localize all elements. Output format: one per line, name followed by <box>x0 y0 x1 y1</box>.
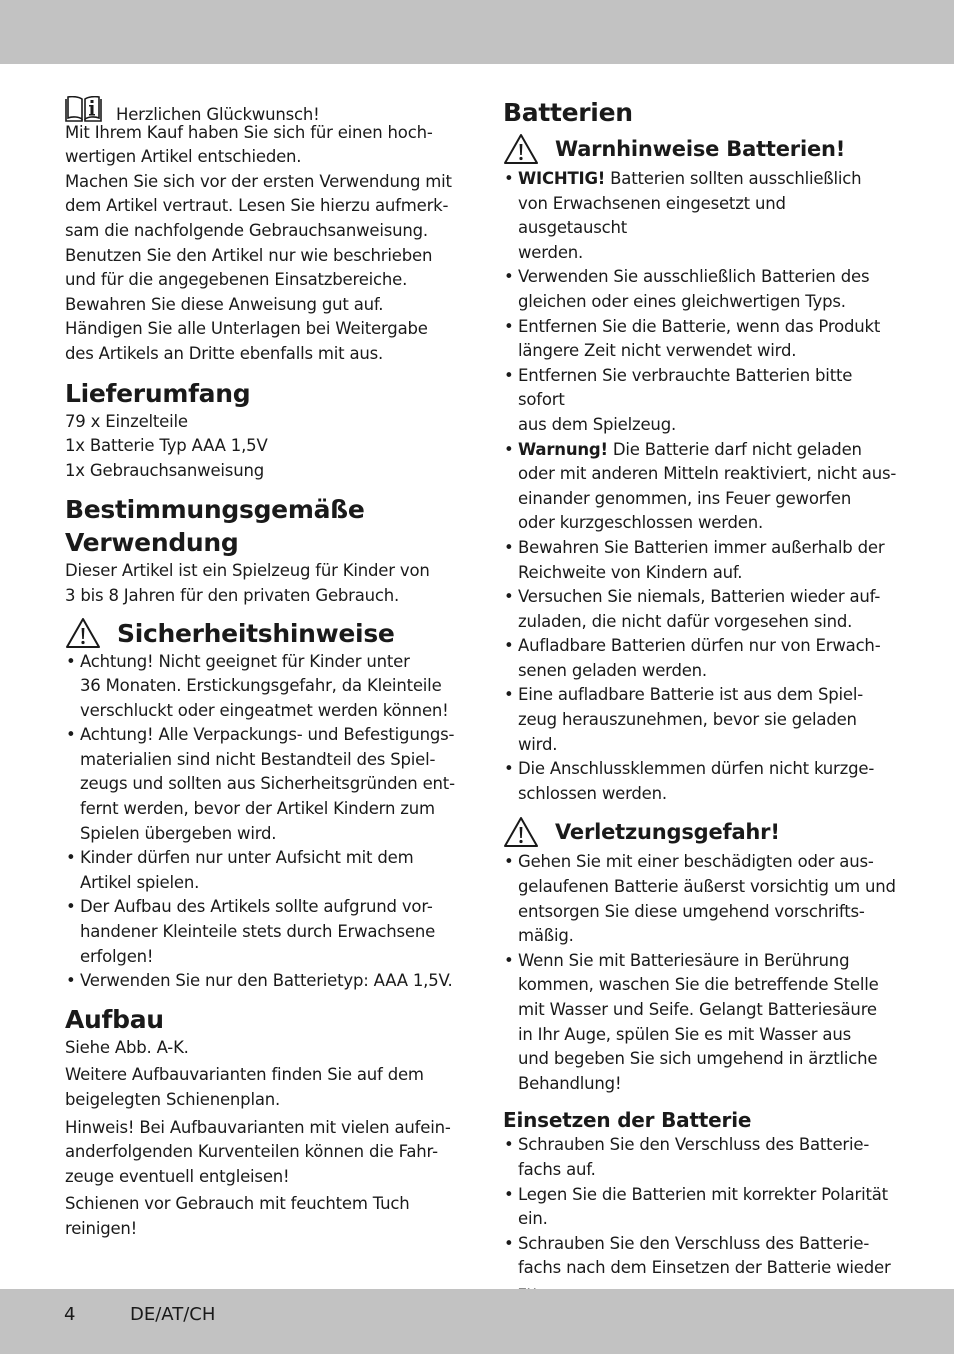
list-item <box>503 1133 898 1182</box>
intro-line: dem Artikel vertraut. Lesen Sie hierzu aufmerk- <box>65 196 449 216</box>
list-item <box>503 634 898 683</box>
list-line: • Achtung! Nicht geeignet für Kinder unter <box>80 651 410 671</box>
list-line: aus dem Spielzeug. <box>518 414 677 434</box>
aufbau-paragraph <box>65 1192 460 1241</box>
page-number: 4 <box>64 1304 76 1325</box>
list-line: Batterien sollten ausschließlich <box>610 169 862 188</box>
aufbau-section <box>65 1003 460 1242</box>
list-line: • Bewahren Sie Batterien immer außerhalb der <box>518 537 885 557</box>
lieferumfang-item: 1x Gebrauchsanweisung <box>65 460 264 480</box>
list-line: entsorgen Sie diese umgehend vorschrifts- <box>518 901 865 921</box>
left-column <box>65 96 460 1245</box>
list-line: mäßig. <box>518 926 574 946</box>
aufbau-paragraph <box>65 1036 460 1061</box>
list-line: • Die Anschlussklemmen dürfen nicht kurzge- <box>518 759 875 779</box>
list-item <box>503 757 898 806</box>
warning-triangle-icon <box>503 816 539 848</box>
list-item <box>503 438 898 536</box>
list-line: • Verwenden Sie nur den Batterietyp: AAA 1,5V. <box>80 971 453 991</box>
intro-heading: Herzlichen Glückwunsch! <box>116 105 320 124</box>
intro-line: wertigen Artikel entschieden. <box>65 147 302 167</box>
list-line: schlossen werden. <box>518 783 667 803</box>
aufbau-paragraph <box>65 1063 460 1112</box>
lieferumfang-item: 79 x Einzelteile <box>65 411 188 431</box>
list-item <box>65 723 460 846</box>
list-item <box>65 895 460 969</box>
paragraph-line: Weitere Aufbauvarianten finden Sie auf dem <box>65 1065 424 1085</box>
lieferumfang-section <box>65 377 460 484</box>
list-item <box>503 536 898 585</box>
list-line: gelaufenen Batterie äußerst vorsichtig um und <box>518 877 896 897</box>
bestimmung-line: 3 bis 8 Jahren für den privaten Gebrauch. <box>65 585 400 605</box>
intro-line: Machen Sie sich vor der ersten Verwendung mit <box>65 171 452 191</box>
list-item <box>503 315 898 364</box>
list-line: • Achtung! Alle Verpackungs- und Befestigungs- <box>80 725 455 745</box>
list-line: • Versuchen Sie niemals, Batterien wieder auf- <box>518 587 881 607</box>
list-item <box>503 585 898 634</box>
right-column <box>503 96 898 1306</box>
list-line: zuladen, die nicht dafür vorgesehen sind. <box>518 611 853 631</box>
list-item <box>503 1183 898 1232</box>
list-item <box>503 949 898 1097</box>
einsetzen-list <box>503 1133 898 1305</box>
batterien-heading: Batterien <box>503 98 633 127</box>
list-line: senen geladen werden. <box>518 660 707 680</box>
verletzung-list <box>503 850 898 1096</box>
list-line: Artikel spielen. <box>80 872 200 892</box>
bestimmung-section <box>65 493 460 608</box>
lieferumfang-heading: Lieferumfang <box>65 378 251 408</box>
intro-section <box>65 96 460 367</box>
intro-text <box>65 121 460 367</box>
list-line: handener Kleinteile stets durch Erwachsene <box>80 922 436 942</box>
list-line: oder kurzgeschlossen werden. <box>518 513 764 533</box>
list-item <box>65 650 460 724</box>
list-line: Behandlung! <box>518 1073 622 1093</box>
intro-line: Händigen Sie alle Unterlagen bei Weitergabe <box>65 319 428 339</box>
list-line: wird. <box>518 734 558 754</box>
bestimmung-line: Dieser Artikel ist ein Spielzeug für Kinder von <box>65 561 430 581</box>
paragraph-line: reinigen! <box>65 1218 138 1238</box>
list-line: • Der Aufbau des Artikels sollte aufgrund vor- <box>80 897 433 917</box>
list-line: 36 Monaten. Erstickungsgefahr, da Kleinteile <box>80 676 442 696</box>
intro-line: Benutzen Sie den Artikel nur wie beschrieben <box>65 245 433 265</box>
list-line: oder mit anderen Mitteln reaktiviert, nicht aus- <box>518 464 897 484</box>
list-line: Die Batterie darf nicht geladen <box>612 439 862 459</box>
list-line: in Ihr Auge, spülen Sie es mit Wasser aus <box>518 1024 851 1044</box>
language-code: DE/AT/CH <box>130 1304 216 1325</box>
list-line: zeug herauszunehmen, bevor sie geladen <box>518 710 857 730</box>
list-line: Reichweite von Kindern auf. <box>518 562 743 582</box>
paragraph-line: beigelegten Schienenplan. <box>65 1090 281 1109</box>
paragraph-line: Hinweis! Bei Aufbauvarianten mit vielen aufein- <box>65 1117 451 1137</box>
list-item <box>503 850 898 948</box>
list-item <box>503 167 898 265</box>
sicherheit-section <box>65 617 460 994</box>
aufbau-paragraph <box>65 1116 460 1190</box>
list-line: • Aufladbare Batterien dürfen nur von Erwach- <box>518 636 881 656</box>
list-line: verschluckt oder eingeatmet werden können! <box>80 700 449 720</box>
header-bar <box>0 0 954 64</box>
list-line: • Schrauben Sie den Verschluss des Batterie- <box>518 1135 870 1155</box>
list-line: • Kinder dürfen nur unter Aufsicht mit dem <box>80 848 414 868</box>
list-line: • Verwenden Sie ausschließlich Batterien des <box>518 267 870 287</box>
list-line: • Entfernen Sie die Batterie, wenn das Produkt <box>518 316 881 336</box>
intro-line: Mit Ihrem Kauf haben Sie sich für einen hoch- <box>65 122 433 142</box>
verletzung-heading: Verletzungsgefahr! <box>555 820 780 845</box>
bestimmung-heading-line2: Verwendung <box>65 528 239 558</box>
list-line: Spielen übergeben wird. <box>80 823 277 843</box>
list-line: einander genommen, ins Feuer geworfen <box>518 488 852 508</box>
list-line: • Wenn Sie mit Batteriesäure in Berührung <box>518 950 850 970</box>
list-item <box>503 265 898 314</box>
paragraph-line: Schienen vor Gebrauch mit feuchtem Tuch <box>65 1194 410 1214</box>
list-line: • Legen Sie die Batterien mit korrekter Polarität <box>518 1184 888 1204</box>
warning-triangle-icon <box>65 617 101 649</box>
list-item <box>65 969 460 994</box>
list-line: und begeben Sie sich umgehend in ärztliche <box>518 1049 878 1069</box>
list-item <box>503 364 898 438</box>
sicherheit-list <box>65 650 460 994</box>
list-line: zeugs und sollten aus Sicherheitsgründen ent- <box>80 774 455 794</box>
list-line: • Eine aufladbare Batterie ist aus dem Spiel- <box>518 685 863 705</box>
emphasis-label: WICHTIG! <box>518 169 606 188</box>
list-line: fachs nach dem Einsetzen der Batterie wieder <box>518 1258 891 1278</box>
list-line: längere Zeit nicht verwendet wird. <box>518 341 797 361</box>
list-line: werden. <box>518 242 584 262</box>
list-item <box>65 846 460 895</box>
list-line: fernt werden, bevor der Artikel Kindern zum <box>80 799 435 819</box>
paragraph-line: zeuge eventuell entgleisen! <box>65 1166 290 1186</box>
list-line: mit Wasser und Seife. Gelangt Batteriesäure <box>518 1000 877 1019</box>
bestimmung-heading-line1: Bestimmungsgemäße <box>65 495 365 525</box>
batterien-warn-heading: Warnhinweise Batterien! <box>555 137 846 161</box>
info-book-icon <box>65 96 102 122</box>
paragraph-line: Siehe Abb. A-K. <box>65 1037 189 1057</box>
list-line: • Schrauben Sie den Verschluss des Batterie- <box>518 1233 870 1253</box>
emphasis-label: Warnung! <box>518 439 608 459</box>
intro-line: des Artikels an Dritte ebenfalls mit aus. <box>65 343 384 363</box>
list-line: von Erwachsenen eingesetzt und ausgetauscht <box>518 193 786 238</box>
list-line: • Gehen Sie mit einer beschädigten oder aus- <box>518 852 874 872</box>
list-item <box>503 683 898 757</box>
list-line: fachs auf. <box>518 1159 596 1179</box>
list-line: materialien sind nicht Bestandteil des Spiel- <box>80 749 436 769</box>
list-line: erfolgen! <box>80 946 154 966</box>
list-line: • Entfernen Sie verbrauchte Batterien bitte sofort <box>518 365 853 410</box>
intro-line: sam die nachfolgende Gebrauchsanweisung. <box>65 220 428 240</box>
warning-triangle-icon <box>503 133 539 165</box>
list-line: gleichen oder eines gleichwertigen Typs. <box>518 291 846 311</box>
paragraph-line: anderfolgenden Kurventeilen können die Fahr- <box>65 1142 438 1162</box>
batterien-list <box>503 167 898 806</box>
aufbau-heading: Aufbau <box>65 1004 164 1034</box>
lieferumfang-item: 1x Batterie Typ AAA 1,5V <box>65 436 268 456</box>
list-line: ein. <box>518 1209 548 1229</box>
sicherheit-heading: Sicherheitshinweise <box>117 618 395 648</box>
einsetzen-heading: Einsetzen der Batterie <box>503 1108 752 1133</box>
intro-line: Bewahren Sie diese Anweisung gut auf. <box>65 294 384 314</box>
intro-line: und für die angegebenen Einsatzbereiche. <box>65 270 408 290</box>
list-line: kommen, waschen Sie die betreffende Stelle <box>518 975 879 995</box>
